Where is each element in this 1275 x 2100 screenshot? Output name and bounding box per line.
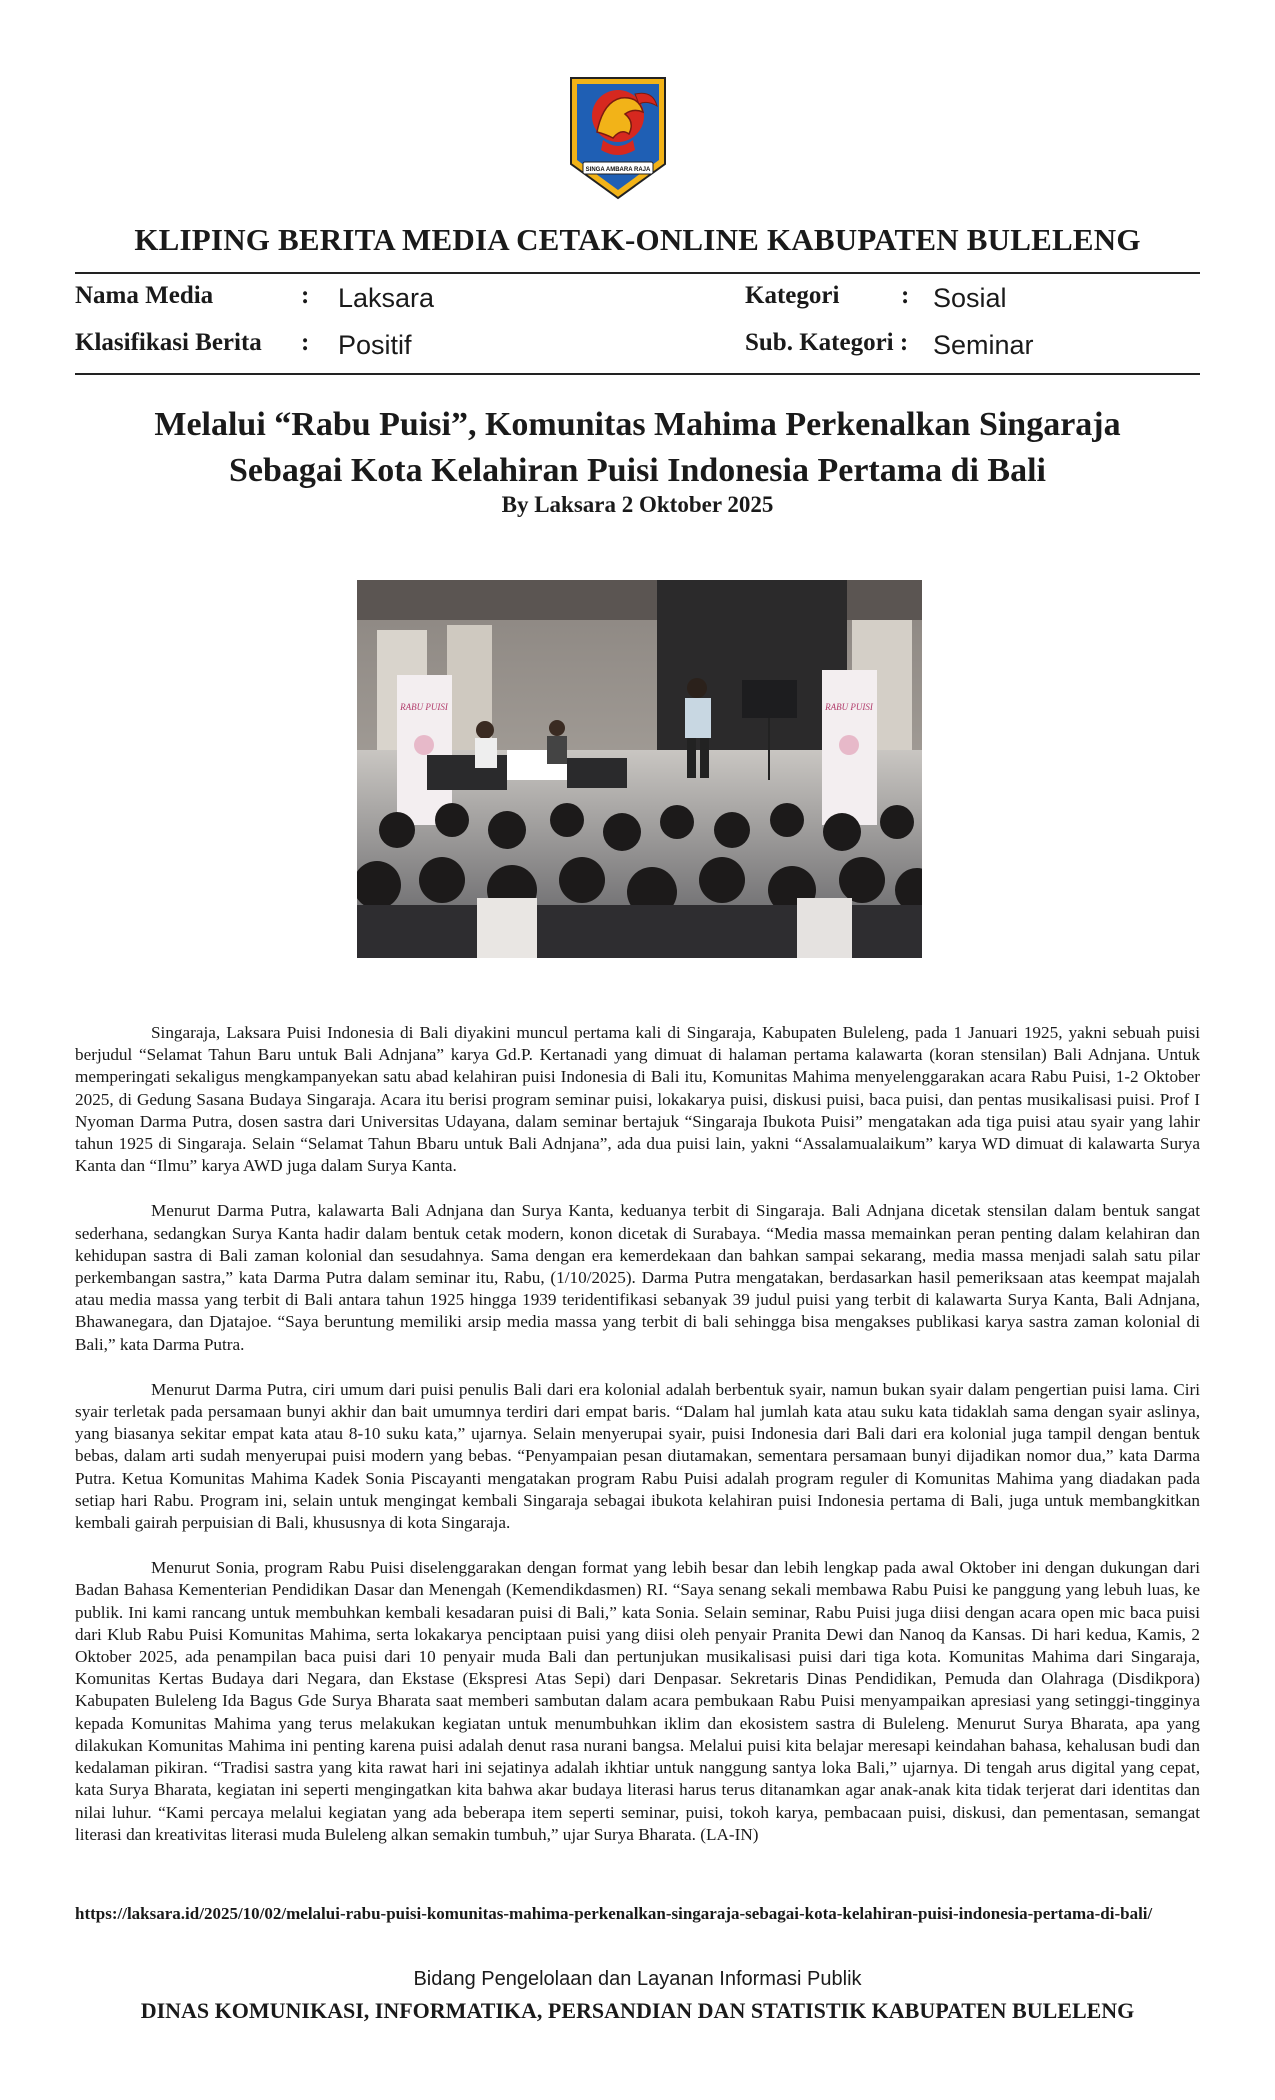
article-paragraph-4: Menurut Sonia, program Rabu Puisi diselenggarakan dengan format yang lebih besar dan lebih lengkap pada awal Oktober ini dengan dukungan dari Badan Bahasa Kementerian Pendidikan Dasar dan Menengah (Kemendikdasmen) RI. “Saya senang sekali membawa Rabu Puisi ke panggung yang lebuh luas, ke publik. Ini kami rancang untuk membuhkan kembali kesadaran puisi di Bali,” kata Sonia. Selain seminar, Rabu Puisi juga diisi dengan acara open mic baca puisi dari Klub Rabu Puisi Komunitas Mahima, serta lokakarya penciptaan puisi yang diisi oleh penyair Pranita Dewi dan Nanoq da Kansas. Di hari kedua, Kamis, 2 Oktober 2025, ada penampilan baca puisi dari 10 penyair muda Bali dan pertunjukan musikalisasi puisi dari tiga kota. Komunitas Mahima dari Singaraja, Komunitas Kertas Budaya dari Negara, dan Ekstase (Ekspresi Atas Sepi) dari Denpasar. Sekretaris Dinas Pendidikan, Pemuda dan Olahraga (Disdikpora) Kabupaten Buleleng Ida Bagus Gde Surya Bharata saat memberi sambutan dalam acara pembukaan Rabu Puisi menyampaikan apresiasi yang setinggi-tingginya kepada Komunitas Mahima yang terus melakukan kegiatan untuk menumbuhkan iklim dan ekosistem sastra di Buleleng. Menurut Surya Bharata, apa yang dilakukan Komunitas Mahima ini penting karena puisi adalah denut rasa nurani bangsa. Melalui puisi kita belajar meresapi keindahan bahasa, kehalusan budi dan kedalaman pikiran. “Tradisi sastra yang kita rawat hari ini sejatinya adalah ikhtiar untuk nanggung santya loka Bali,” ujarnya. Di tengah arus digital yang cepat, kata Surya Bharata, kegiatan ini seperti mengingatkan kita bahwa akar budaya literasi harus terus ditanamkan agar anak-anak kita tidak terjerat dari identitas dan nilai luhur. “Kami percaya melalui kegiatan yang ada beberapa item seperti seminar, puisi, tokoh karya, pembacaan puisi, diskusi, dan pementasan, semangat literasi dan kreativitas literasi muda Buleleng alkan semakin tumbuh,” ujar Surya Bharata. (LA-IN)	[75, 1558, 1200, 1844]
banner-dots-left	[414, 735, 434, 755]
buleleng-emblem-logo	[563, 72, 673, 202]
classification-value: Positif	[338, 330, 412, 360]
article-body	[75, 1022, 1200, 1869]
article-paragraph-3: Menurut Darma Putra, ciri umum dari puisi penulis Bali dari era kolonial adalah berbentuk syair, namun bukan syair dalam pengertian puisi lama. Ciri syair terletak pada persamaan bunyi akhir dan bait umumnya terdiri dari empat baris. “Dalam hal jumlah kata atau suku kata tidaklah sama dengan syair aslinya, yang biasanya sekitar empat kata atau 8-10 suku kata,” ujarnya. Selain menyerupai syair, puisi Indonesia dari Bali dari era kolonial juga tampil dengan bentuk bebas, dalam arti sudah menyerupai puisi modern yang bebas. “Penyampaian pesan diutamakan, sementara persamaan bunyi dijadikan nomor dua,” kata Darma Putra. Ketua Komunitas Mahima Kadek Sonia Piscayanti mengatakan program Rabu Puisi adalah program reguler di Komunitas Mahima yang diadakan pada setiap hari Rabu. Program ini, selain untuk mengingat kembali Singaraja sebagai ibukota kelahiran puisi Indonesia pertama di Bali, juga untuk membangkitkan kembali gairah perpuisian di Bali, khususnya di kota Singaraja.	[75, 1379, 1200, 1533]
subcategory-label: Sub. Kategori :	[745, 329, 909, 356]
classification-colon: :	[301, 329, 310, 356]
article-byline: By Laksara 2 Oktober 2025	[501, 492, 774, 517]
article-paragraph-1: Singaraja, Laksara Puisi Indonesia di Bali diyakini muncul pertama kali di Singaraja, Kabupaten Buleleng, pada 1 Januari 1925, yakni sebuah puisi berjudul “Selamat Tahun Baru untuk Bali Adnjana” karya Gd.P. Kertanadi yang dimuat di halaman pertama kalawarta (koran stensilan) Bali Adnjana. Untuk memperingati sekaligus mengkampanyekan satu abad kelahiran puisi Indonesia di Bali itu, Komunitas Mahima menyelenggarakan acara Rabu Puisi, 1-2 Oktober 2025, di Gedung Sasana Budaya Singaraja. Acara itu berisi program seminar puisi, lokakarya puisi, diskusi puisi, baca puisi, dan pentas musikalisasi puisi. Prof I Nyoman Darma Putra, dosen sastra dari Universitas Udayana, dalam seminar bertajuk “Singaraja Ibukota Puisi” mengatakan ada tiga puisi atau syair yang lahir tahun 1925 di Singaraja. Selain “Selamat Tahun Bbaru untuk Bali Adnjana”, ada dua puisi lain, yakni “Assalamualaikum” karya WD dimuat di kalawarta Surya Kanta dan “Ilmu” karya AWD juga dalam Surya Kanta.	[75, 1023, 1200, 1176]
category-colon: :	[901, 282, 910, 309]
media-name-colon: :	[301, 282, 310, 309]
article-title-line-1: Melalui “Rabu Puisi”, Komunitas Mahima Perkenalkan Singaraja	[154, 406, 1121, 443]
article-paragraph-2: Menurut Darma Putra, kalawarta Bali Adnjana dan Surya Kanta, keduanya terbit di Singaraja. Bali Adnjana dicetak stensilan dalam bentuk sangat sederhana, sedangkan Surya Kanta hadir dalam bentuk cetak modern, konon dicetak di Surabaya. “Media massa memainkan peran penting dalam kelahiran dan kehidupan sastra di Bali zaman kolonial dan sesudahnya. Sama dengan era kemerdekaan dan bahkan sampai sekarang, media massa menjadi salah satu pilar perkembangan sastra,” kata Darma Putra dalam seminar itu, Rabu, (1/10/2025). Darma Putra mengatakan, berdasarkan hasil pemeriksaan atas keempat majalah atau media massa yang terbit di Bali antara tahun 1925 hingga 1939 teridentifikasi sebanyak 39 judul puisi yang terbit di kalawarta Surya Kanta, Bali Adnjana, Bhawanegara, dan Djatajoe. “Saya beruntung memiliki arsip media massa yang terbit di bali sehingga bisa mengakses publikasi karya sastra zaman kolonial di Bali,” kata Darma Putra.	[75, 1201, 1200, 1354]
emblem-caption: SINGA AMBARA RAJA	[585, 167, 651, 173]
header-rule-bottom	[75, 373, 1200, 375]
article-title-line-2: Sebagai Kota Kelahiran Puisi Indonesia Pertama di Bali	[228, 452, 1046, 489]
subcategory-value: Seminar	[933, 330, 1034, 360]
source-url-link[interactable]: https://laksara.id/2025/10/02/melalui-rabu-puisi-komunitas-mahima-perkenalkan-singaraja-sebagai-kota-kelahiran-puisi-indonesia-pertama-di-bali/	[75, 1904, 1153, 1923]
banner-text-left: RABU PUISI	[400, 702, 448, 712]
category-label: Kategori	[745, 282, 840, 309]
header-rule-top	[75, 272, 1200, 274]
kliping-header-title: KLIPING BERITA MEDIA CETAK-ONLINE KABUPATEN BULELENG	[134, 222, 1141, 257]
footer-division: Bidang Pengelolaan dan Layanan Informasi Publik	[413, 1968, 862, 1990]
article-title	[0, 402, 1275, 494]
footer-agency: DINAS KOMUNIKASI, INFORMATIKA, PERSANDIAN DAN STATISTIK KABUPATEN BULELENG	[140, 1998, 1135, 2023]
media-name-label: Nama Media	[75, 282, 214, 309]
media-name-value: Laksara	[338, 283, 435, 313]
banner-dots-right	[839, 735, 859, 755]
category-value: Sosial	[933, 283, 1007, 313]
classification-label: Klasifikasi Berita	[75, 329, 262, 356]
banner-text-right: RABU PUISI	[825, 702, 873, 712]
event-photo	[357, 580, 922, 958]
